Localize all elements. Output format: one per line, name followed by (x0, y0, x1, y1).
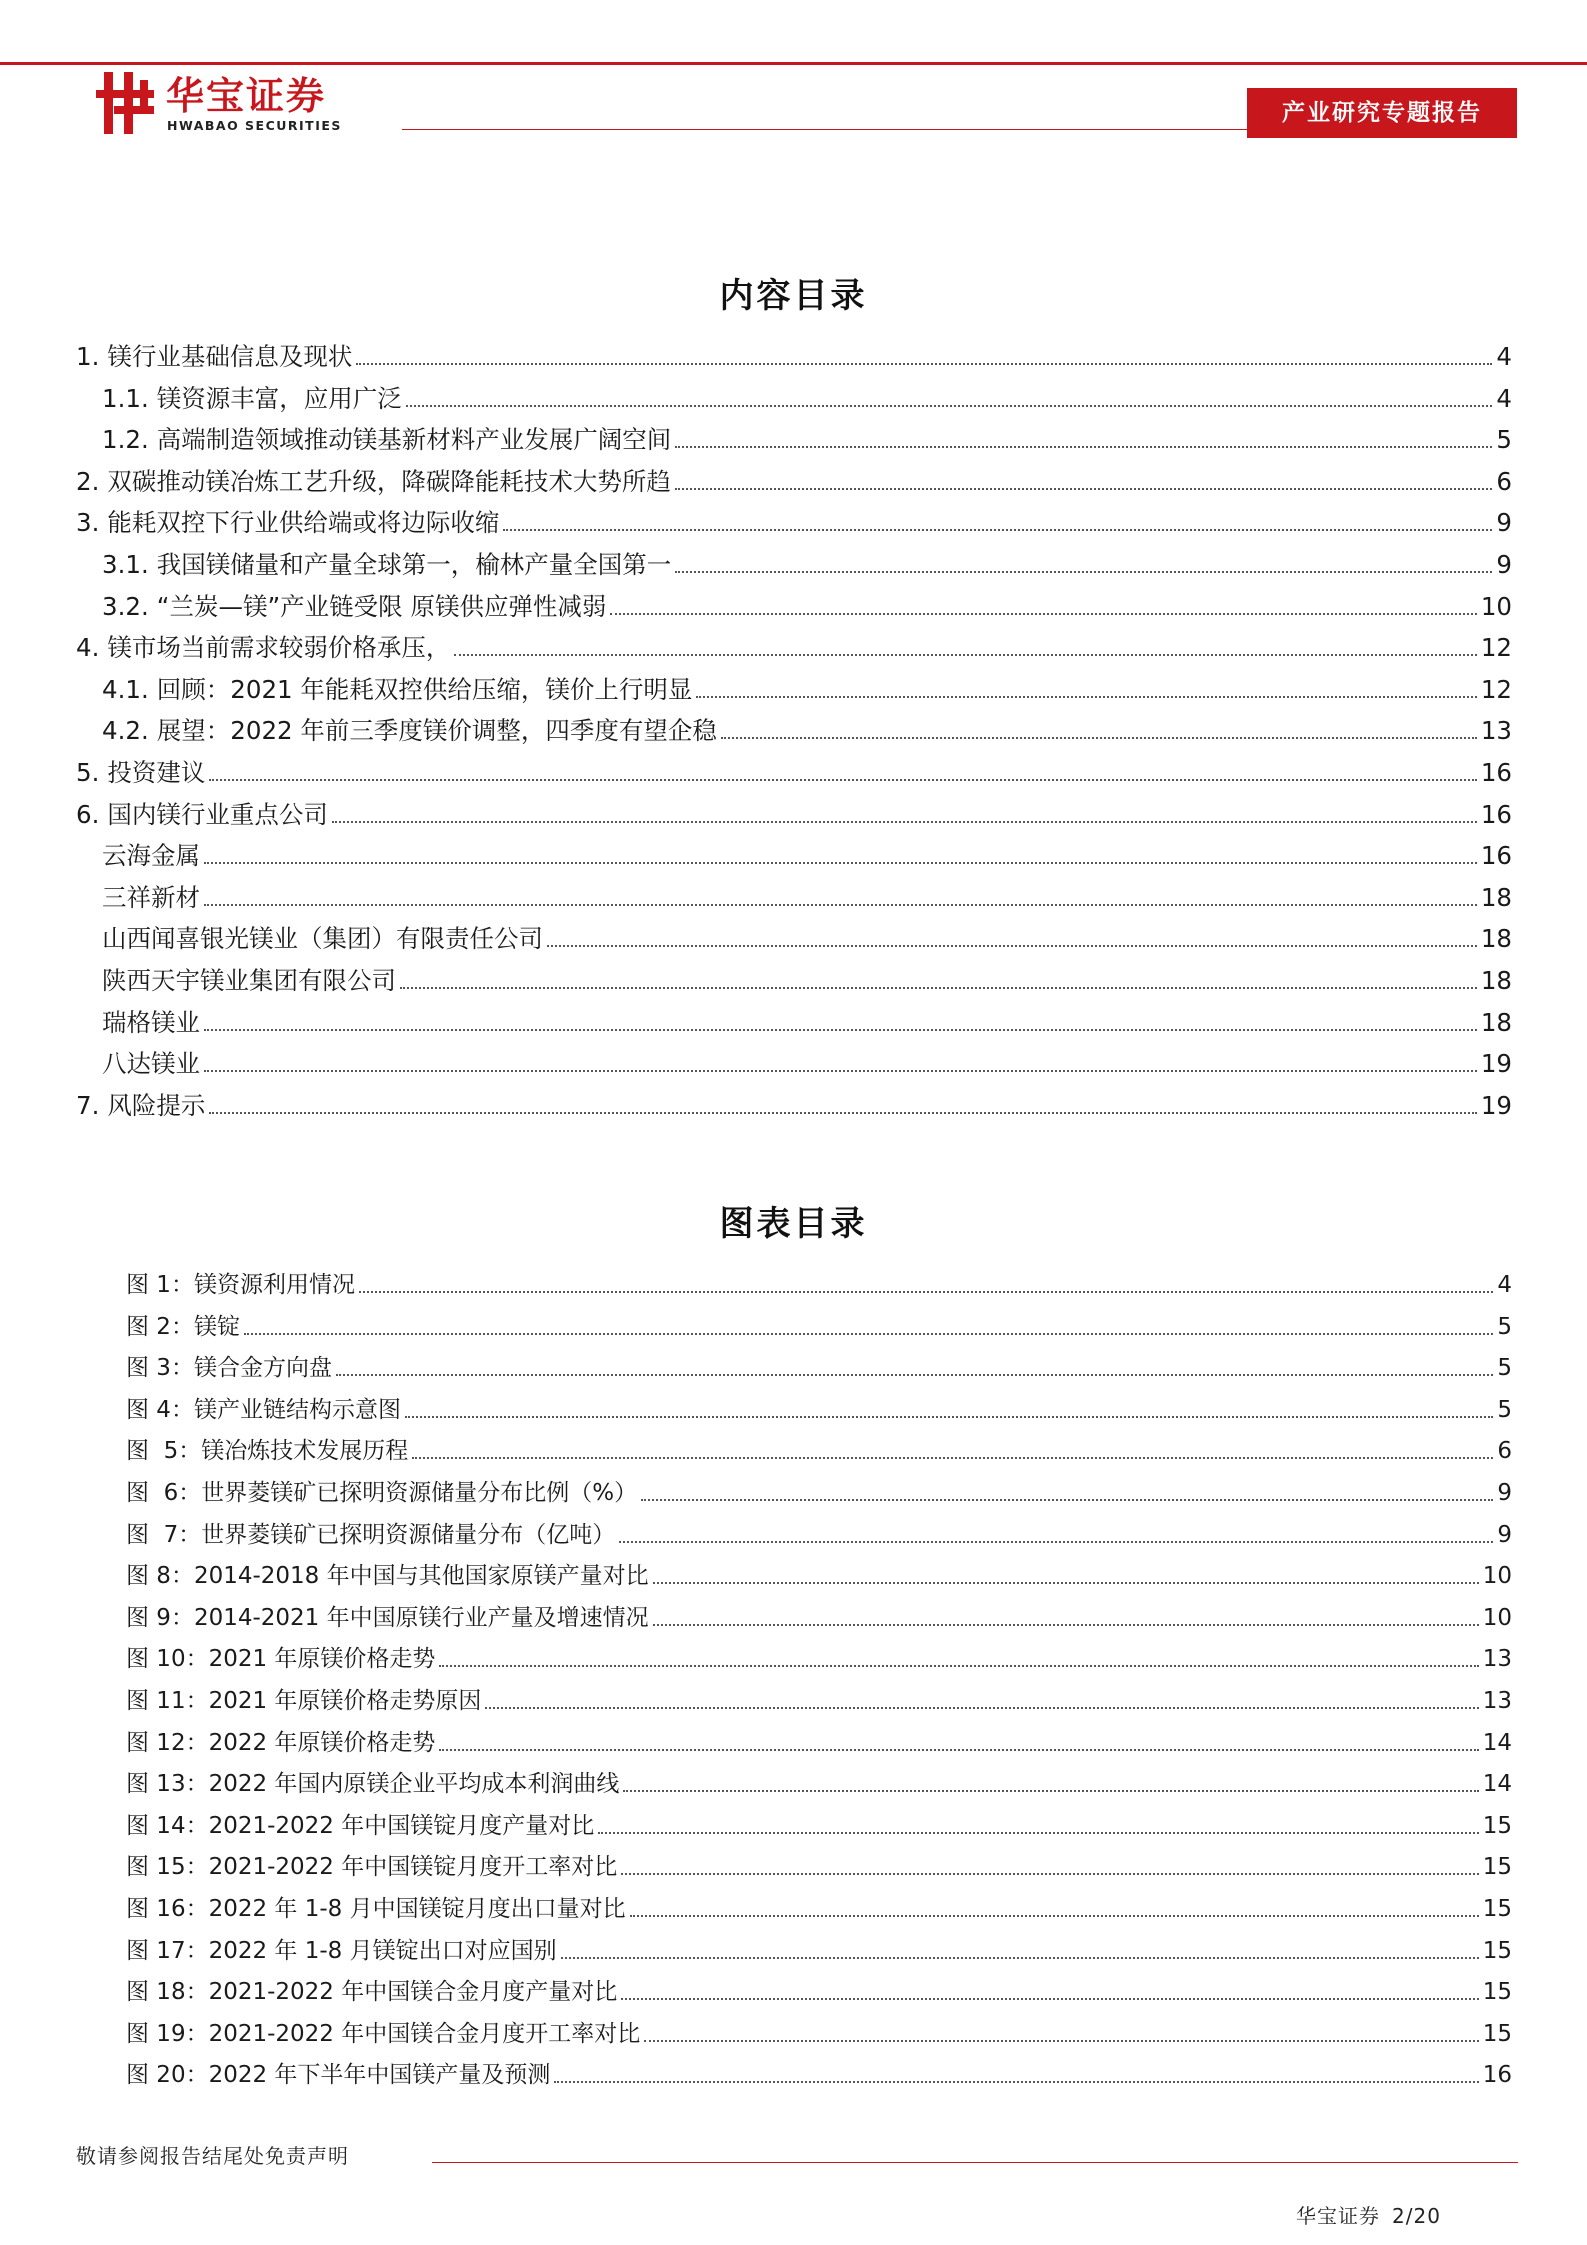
dot-leader (619, 1540, 1493, 1543)
dot-leader (630, 1914, 1479, 1917)
figure-entry[interactable] (126, 2015, 1512, 2049)
figure-entry-page: 10 (1482, 1604, 1512, 1631)
toc-entry-label: 镁市场当前需求较弱价格承压， (107, 633, 451, 663)
dot-leader (621, 1872, 1478, 1875)
figure-entry-page: 13 (1482, 1646, 1512, 1673)
toc-entry-label: 陕西天宇镁业集团有限公司 (102, 966, 396, 995)
footer-brand: 华宝证券 (1296, 2204, 1380, 2228)
toc-entry-number: 1.2. (102, 425, 149, 455)
dot-leader (336, 1373, 1493, 1376)
figure-entry[interactable] (126, 1640, 1512, 1674)
toc-entry-number: 7. (76, 1090, 100, 1120)
dot-leader (675, 487, 1493, 490)
header-thin-rule (402, 129, 1247, 130)
figure-entry[interactable] (126, 1724, 1512, 1758)
toc-entry-page: 10 (1480, 591, 1512, 621)
toc-entry-page: 9 (1496, 508, 1512, 538)
toc-entry-page: 12 (1480, 674, 1512, 704)
toc-entry-label: 山西闻喜银光镁业（集团）有限责任公司 (102, 924, 543, 954)
toc-entry-number: 5. (76, 758, 100, 787)
toc-entry[interactable] (102, 546, 1512, 580)
figure-entry-label: 图 12：2022 年原镁价格走势 (126, 1729, 436, 1756)
toc-entry-number: 6. (76, 799, 100, 829)
toc-entry-page: 18 (1480, 966, 1512, 995)
toc-entry[interactable] (102, 879, 1512, 913)
dot-leader (644, 2039, 1478, 2042)
figure-entry[interactable] (126, 1765, 1512, 1799)
toc-entry-label: 投资建议 (107, 758, 206, 787)
figure-entry-page: 5 (1497, 1313, 1512, 1340)
toc-entry-label: 展望：2022 年前三季度镁价调整，四季度有望企稳 (156, 716, 717, 746)
dot-leader (696, 695, 1476, 698)
dot-leader (561, 1956, 1479, 1959)
report-type-badge: 产业研究专题报告 (1247, 88, 1517, 138)
figure-entry-label: 图 13：2022 年国内原镁企业平均成本利润曲线 (126, 1771, 620, 1798)
figure-entry-page: 14 (1482, 1729, 1512, 1756)
figure-entry[interactable] (126, 1308, 1512, 1342)
toc-entry[interactable] (102, 588, 1512, 622)
figure-entry[interactable] (126, 1807, 1512, 1841)
figure-entry-page: 16 (1482, 2062, 1512, 2089)
figure-entry-page: 15 (1482, 1979, 1512, 2006)
toc-entry[interactable] (76, 1087, 1512, 1121)
hwabao-logo-icon (96, 70, 156, 136)
toc-entry-page: 13 (1480, 716, 1512, 746)
toc-entry-page: 18 (1480, 1007, 1512, 1037)
dot-leader (653, 1581, 1479, 1584)
dot-leader (204, 861, 1477, 864)
figure-entry-label: 图 19：2021-2022 年中国镁合金月度开工率对比 (126, 2020, 641, 2047)
figure-entry[interactable] (126, 1682, 1512, 1716)
figure-entry-label: 图 7：世界菱镁矿已探明资源储量分布（亿吨） (126, 1521, 616, 1548)
dot-leader (610, 612, 1476, 615)
toc-entry[interactable] (102, 380, 1512, 414)
toc-entry-page: 16 (1480, 841, 1512, 871)
dot-leader (204, 1028, 1477, 1031)
dot-leader (621, 1997, 1478, 2000)
figure-entry-page: 15 (1482, 1812, 1512, 1839)
figure-entry-page: 15 (1482, 1854, 1512, 1881)
toc-entry[interactable] (102, 1004, 1512, 1038)
toc-entry[interactable] (102, 920, 1512, 954)
toc-entry-label: 镁行业基础信息及现状 (107, 342, 353, 371)
dot-leader (675, 570, 1492, 573)
footer-rule (432, 2162, 1518, 2163)
toc-entry-page: 5 (1496, 425, 1512, 455)
toc-entry[interactable] (76, 629, 1512, 663)
figure-entry-label: 图 6：世界菱镁矿已探明资源储量分布比例（%） (126, 1480, 638, 1506)
figure-entry[interactable] (126, 1349, 1512, 1383)
toc-entry-label: 镁资源丰富，应用广泛 (156, 383, 402, 413)
toc-entry-label: 回顾：2021 年能耗双控供给压缩，镁价上行明显 (156, 674, 693, 704)
figure-entry-label: 图 18：2021-2022 年中国镁合金月度产量对比 (126, 1979, 618, 2006)
dot-leader (439, 1664, 1478, 1667)
logo-text-en: HWABAO SECURITIES (167, 118, 342, 133)
dot-leader (547, 944, 1477, 947)
figure-entry[interactable] (126, 1848, 1512, 1882)
toc-entry-page: 19 (1480, 1090, 1512, 1120)
figure-entry[interactable] (126, 1474, 1512, 1508)
page-number: 2/20 (1392, 2204, 1441, 2228)
toc-entry[interactable] (76, 504, 1512, 538)
toc-entry-label: 八达镁业 (102, 1049, 200, 1079)
toc-entry[interactable] (76, 463, 1512, 497)
dot-leader (653, 1623, 1479, 1626)
toc-entry-number: 4.1. (102, 674, 149, 704)
dot-leader (412, 1456, 1493, 1459)
figure-entry[interactable] (126, 1266, 1512, 1300)
dot-leader (598, 1831, 1478, 1834)
figure-entry-label: 图 20：2022 年下半年中国镁产量及预测 (126, 2062, 551, 2089)
figure-entry-label: 图 4：镁产业链结构示意图 (126, 1396, 401, 1423)
toc-entry-page: 4 (1496, 383, 1512, 413)
toc-entry[interactable] (102, 671, 1512, 705)
figure-entry-label: 图 1：镁资源利用情况 (126, 1272, 355, 1298)
toc-entry-label: 双碳推动镁冶炼工艺升级，降碳降能耗技术大势所趋 (107, 466, 671, 496)
figure-entry[interactable] (126, 1599, 1512, 1633)
toc-entry[interactable] (102, 1045, 1512, 1079)
dot-leader (641, 1498, 1493, 1501)
figure-entry-page: 13 (1482, 1688, 1512, 1714)
toc-entry-label: 我国镁储量和产量全球第一，榆林产量全国第一 (156, 550, 672, 579)
footer-brand-page (1296, 2200, 1441, 2229)
toc-entry-page: 18 (1480, 924, 1512, 954)
toc-entry[interactable] (76, 796, 1512, 830)
dot-leader (485, 1706, 1478, 1709)
figure-entry[interactable] (126, 1890, 1512, 1924)
figure-entry[interactable] (126, 1973, 1512, 2007)
toc-entry-page: 19 (1480, 1049, 1512, 1079)
figure-entry-label: 图 16：2022 年 1-8 月中国镁锭月度出口量对比 (126, 1896, 626, 1922)
dot-leader (406, 404, 1493, 407)
figure-entry[interactable] (126, 1432, 1512, 1466)
dot-leader (204, 1069, 1477, 1072)
toc-entry[interactable] (102, 712, 1512, 746)
dot-leader (439, 1748, 1478, 1751)
figure-entry[interactable] (126, 1391, 1512, 1425)
toc-entry-label: 风险提示 (107, 1090, 206, 1120)
figure-entry-page: 14 (1482, 1771, 1512, 1798)
header-top-rule (0, 62, 1587, 65)
dot-leader (209, 1111, 1476, 1114)
toc-entry[interactable] (102, 421, 1512, 455)
figure-entry-page: 5 (1497, 1355, 1512, 1382)
toc-entry-label: 三祥新材 (102, 882, 200, 912)
dot-leader (356, 362, 1492, 365)
figure-entry-page: 9 (1497, 1521, 1512, 1548)
toc-entry-page: 16 (1480, 758, 1512, 787)
figure-entry[interactable] (126, 1516, 1512, 1550)
figure-entry-label: 图 10：2021 年原镁价格走势 (126, 1646, 436, 1673)
toc-entry-page: 16 (1480, 799, 1512, 829)
dot-leader (244, 1332, 1493, 1335)
toc-entry-label: 云海金属 (102, 841, 200, 871)
figure-entry-label: 图 3：镁合金方向盘 (126, 1355, 332, 1382)
toc-entry[interactable] (76, 338, 1512, 372)
toc-entry-number: 1. (76, 342, 100, 371)
figure-entry-page: 9 (1497, 1480, 1512, 1506)
dot-leader (554, 2080, 1478, 2083)
toc-entry-number: 4.2. (102, 716, 149, 746)
figure-entry[interactable] (126, 1557, 1512, 1591)
dot-leader (359, 1290, 1493, 1293)
toc-entry[interactable] (102, 837, 1512, 871)
figure-entry-page: 6 (1497, 1438, 1512, 1465)
figure-entry[interactable] (126, 2056, 1512, 2090)
dot-leader (675, 445, 1492, 448)
footer-disclaimer: 敬请参阅报告结尾处免责声明 (76, 2144, 349, 2168)
dot-leader (405, 1415, 1493, 1418)
toc-entry[interactable] (76, 754, 1512, 788)
figure-entry-page: 4 (1497, 1272, 1512, 1298)
toc-entry-page: 18 (1480, 882, 1512, 912)
dot-leader (400, 986, 1477, 989)
figure-entry-page: 15 (1482, 2020, 1512, 2047)
figure-entry-page: 10 (1482, 1563, 1512, 1590)
toc-entry-label: 国内镁行业重点公司 (107, 799, 328, 829)
toc-entry-number: 3.2. (102, 591, 149, 621)
dot-leader (332, 820, 1477, 823)
logo-text-cn: 华宝证券 (166, 74, 327, 118)
dot-leader (204, 903, 1477, 906)
figure-entry-label: 图 15：2021-2022 年中国镁锭月度开工率对比 (126, 1854, 618, 1881)
toc-entry-number: 3.1. (102, 550, 149, 579)
company-logo (96, 70, 396, 140)
figure-entry-label: 图 14：2021-2022 年中国镁锭月度产量对比 (126, 1812, 595, 1839)
toc-entry-page: 12 (1480, 633, 1512, 663)
figure-entry-label: 图 8：2014-2018 年中国与其他国家原镁产量对比 (126, 1563, 649, 1590)
figure-entry[interactable] (126, 1932, 1512, 1966)
toc-entry-page: 9 (1496, 550, 1512, 579)
toc-entry[interactable] (102, 962, 1512, 996)
dot-leader (623, 1789, 1478, 1792)
toc-entry-number: 4. (76, 633, 100, 663)
figure-entry-label: 图 5：镁冶炼技术发展历程 (126, 1438, 409, 1465)
figure-entry-label: 图 11：2021 年原镁价格走势原因 (126, 1688, 482, 1714)
toc-entry-number: 3. (76, 508, 100, 538)
figure-entry-label: 图 2：镁锭 (126, 1313, 240, 1340)
toc-entry-page: 6 (1496, 466, 1512, 496)
toc-entry-number: 1.1. (102, 383, 149, 413)
toc-entry-label: 能耗双控下行业供给端或将边际收缩 (107, 508, 500, 538)
toc-title: 内容目录 (719, 276, 868, 316)
dot-leader (721, 736, 1477, 739)
toc-entry-page: 4 (1496, 342, 1512, 371)
toc-entry-label: 高端制造领域推动镁基新材料产业发展广阔空间 (156, 425, 672, 455)
figure-entry-page: 15 (1482, 1896, 1512, 1922)
dot-leader (209, 778, 1476, 781)
toc-entry-label: 瑞格镁业 (102, 1007, 200, 1037)
dot-leader (503, 528, 1492, 531)
dot-leader (454, 653, 1476, 656)
figure-entry-page: 15 (1482, 1937, 1512, 1964)
toc-entry-number: 2. (76, 466, 100, 496)
toc-entry-label: “兰炭—镁”产业链受限 原镁供应弹性减弱 (156, 591, 607, 621)
figure-entry-page: 5 (1497, 1396, 1512, 1423)
figure-list-title: 图表目录 (719, 1204, 868, 1244)
figure-entry-label: 图 17：2022 年 1-8 月镁锭出口对应国别 (126, 1937, 557, 1964)
figure-entry-label: 图 9：2014-2021 年中国原镁行业产量及增速情况 (126, 1604, 649, 1631)
